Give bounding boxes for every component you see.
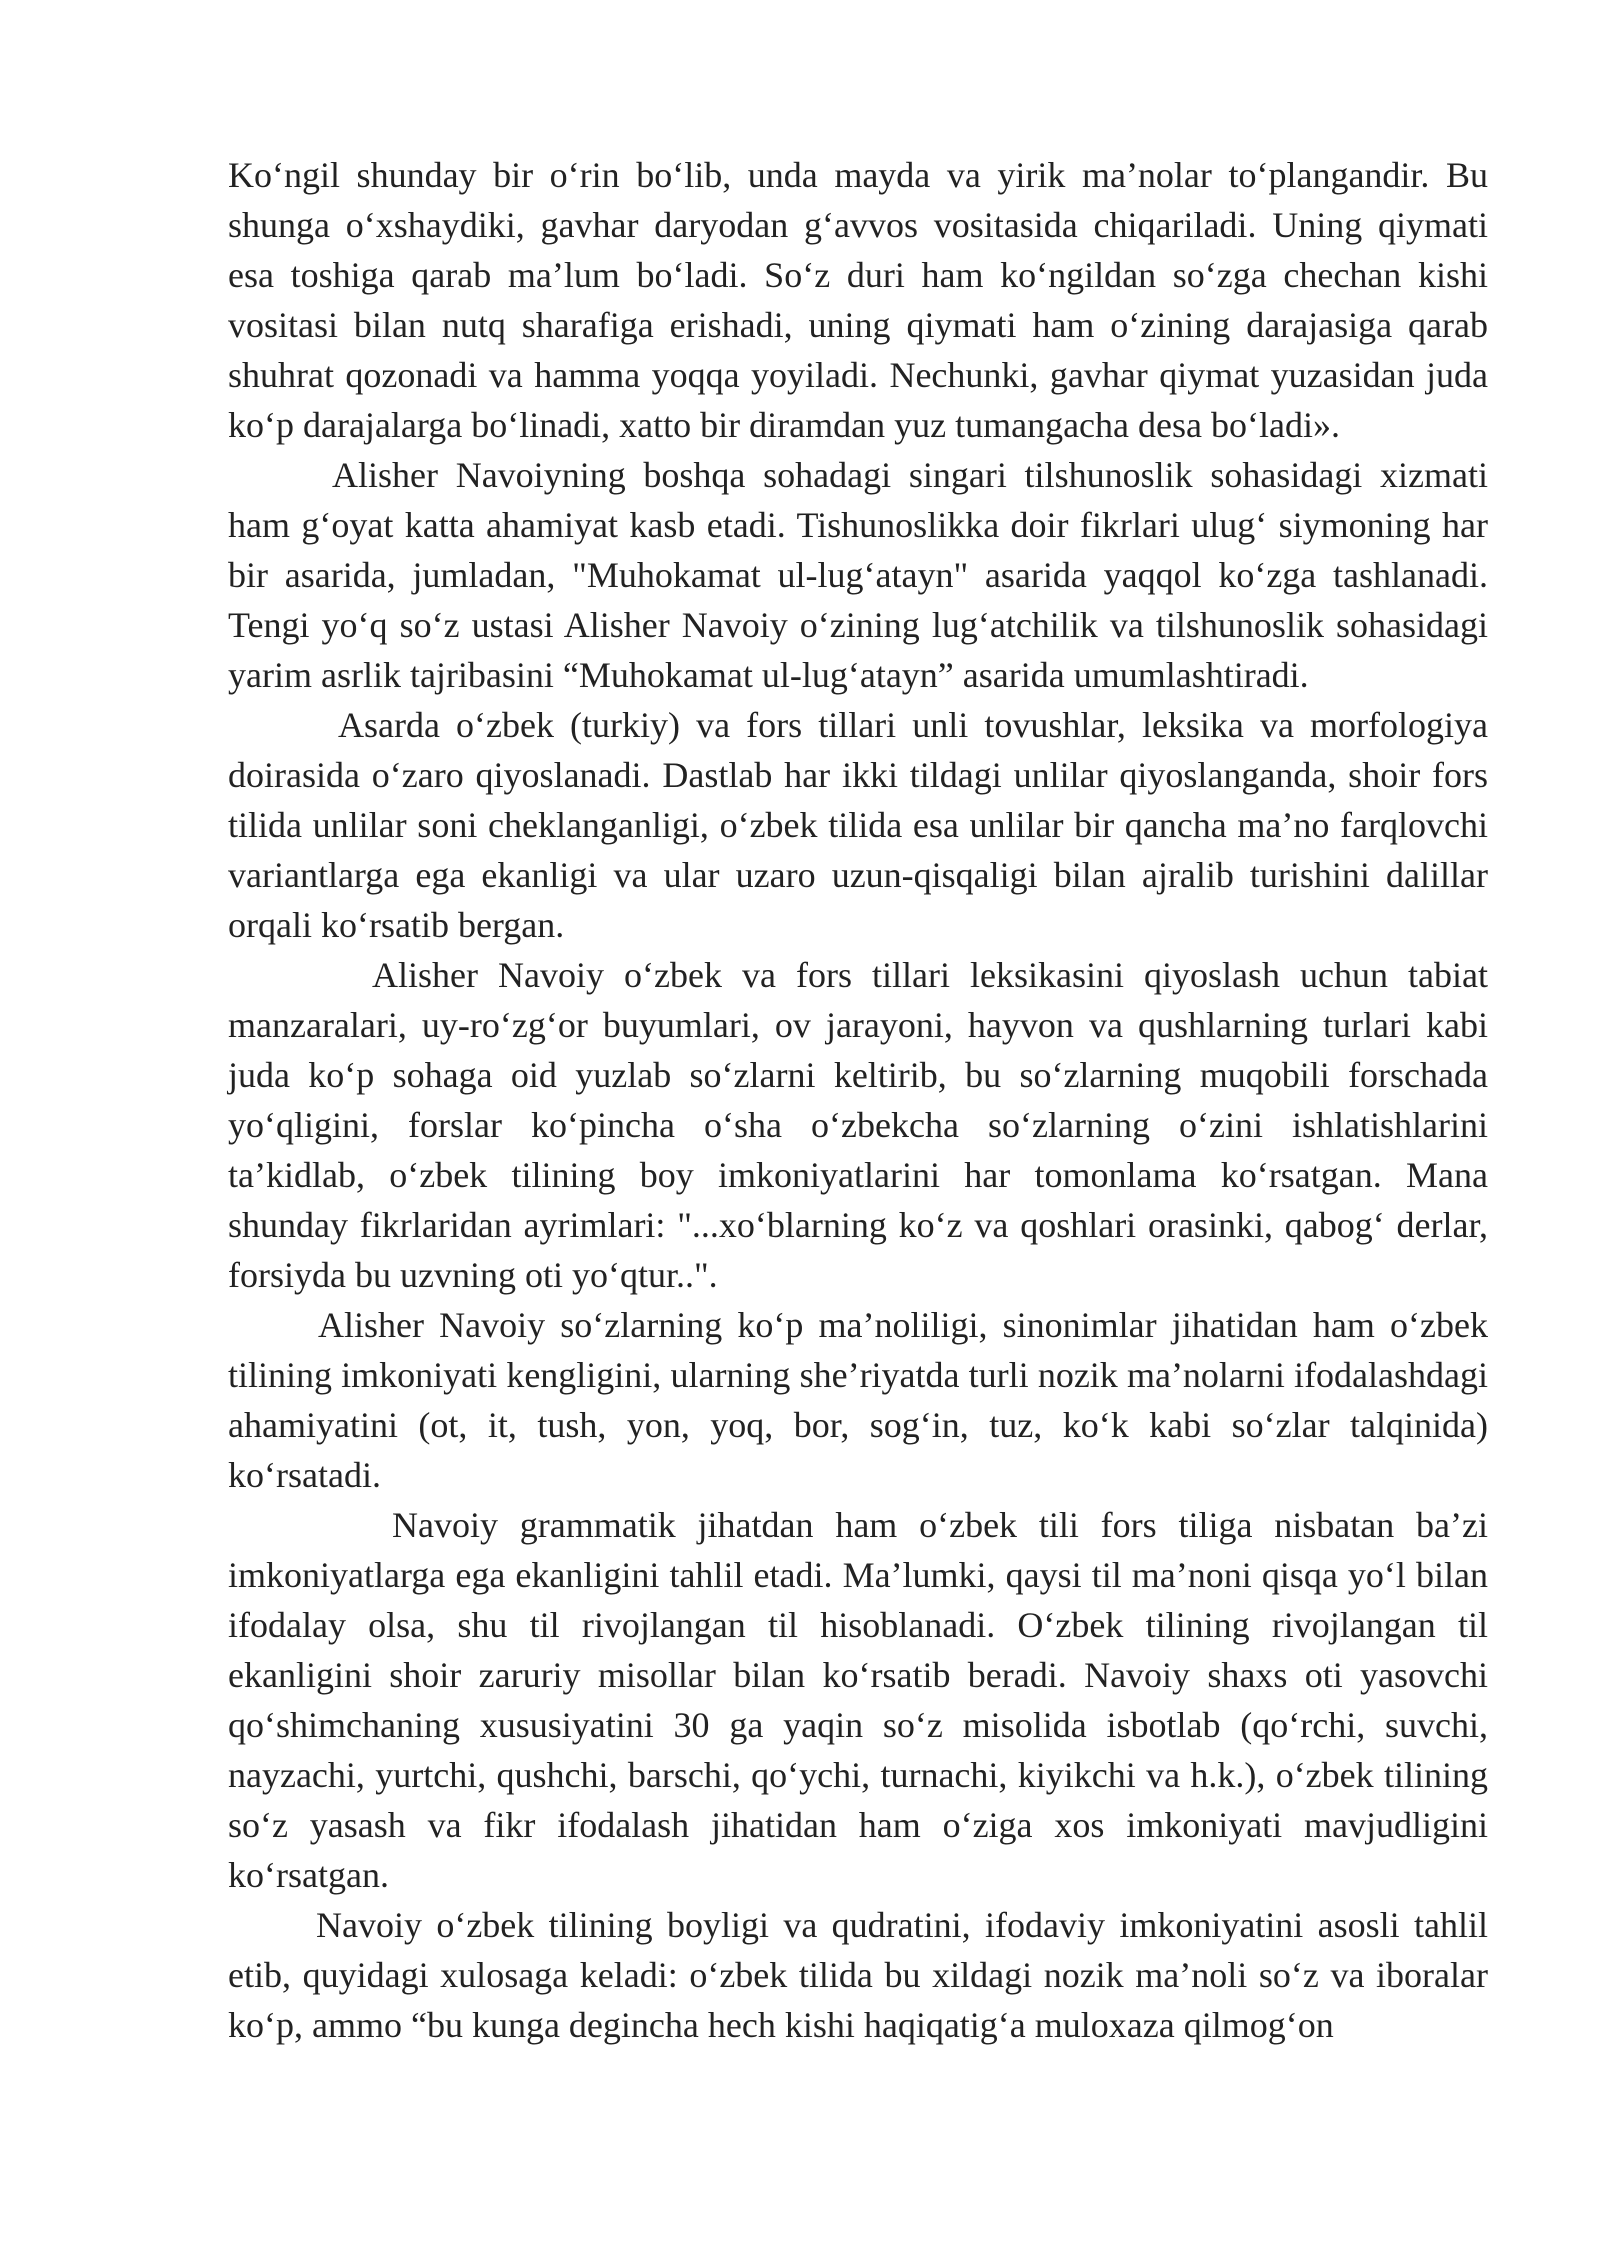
document-page (228, 150, 1488, 2050)
paragraph-3: Asarda o‘zbek (turkiy) va fors tillari unli tovushlar, leksika va morfologiya doirasida o‘zaro qiyoslanadi. Dastlab har ikki tildagi unlilar qiyoslanganda, shoir fors tilida unlilar soni cheklanganligi, o‘zbek tilida esa unlilar bir qancha ma’no farqlovchi variantlarga ega ekanligi va ular uzaro uzun-qisqaligi bilan ajralib turishini dalillar orqali ko‘rsatib bergan. (228, 705, 1488, 945)
paragraph-7: Navoiy o‘zbek tilining boyligi va qudratini, ifodaviy imkoniyatini asosli tahlil etib, quyidagi xulosaga keladi: o‘zbek tilida bu xildagi nozik ma’noli so‘z va iboralar ko‘p, ammo “bu kunga degincha hech kishi haqiqatig‘a muloxaza qilmog‘on (228, 1905, 1488, 2045)
paragraph-1: Ko‘ngil shunday bir o‘rin bo‘lib, unda mayda va yirik ma’nolar to‘plangandir. Bu shunga o‘xshaydiki, gavhar daryodan g‘avvos vositasida chiqariladi. Uning qiymati esa toshiga qarab ma’lum bo‘ladi. So‘z duri ham ko‘ngildan so‘zga chechan kishi vositasi bilan nutq sharafiga erishadi, uning qiymati ham o‘zining darajasiga qarab shuhrat qozonadi va hamma yoqqa yoyiladi. Nechunki, gavhar qiymat yuzasidan juda ko‘p darajalarga bo‘linadi, xatto bir diramdan yuz tumangacha desa bo‘ladi». (228, 155, 1488, 445)
paragraph-5: Alisher Navoiy so‘zlarning ko‘p ma’noliligi, sinonimlar jihatidan ham o‘zbek tilining imkoniyati kengligini, ularning she’riyatda turli nozik ma’nolarni ifodalashdagi ahamiyatini (ot, it, tush, yon, yoq, bor, sog‘in, tuz, ko‘k kabi so‘zlar talqinida) ko‘rsatadi. (228, 1305, 1488, 1495)
paragraph-6: Navoiy grammatik jihatdan ham o‘zbek tili fors tiliga nisbatan ba’zi imkoniyatlarga ega ekanligini tahlil etadi. Ma’lumki, qaysi til ma’noni qisqa yo‘l bilan ifodalay olsa, shu til rivojlangan til hisoblanadi. O‘zbek tilining rivojlangan til ekanligini shoir zaruriy misollar bilan ko‘rsatib beradi. Navoiy shaxs oti yasovchi qo‘shimchaning xususiyatini 30 ga yaqin so‘z misolida isbotlab (qo‘rchi, suvchi, nayzachi, yurtchi, qushchi, barschi, qo‘ychi, turnachi, kiyikchi va h.k.), o‘zbek tilining so‘z yasash va fikr ifodalash jihatidan ham o‘ziga xos imkoniyati mavjudligini ko‘rsatgan. (228, 1505, 1488, 1895)
paragraph-2: Alisher Navoiyning boshqa sohadagi singari tilshunoslik sohasidagi xizmati ham g‘oyat katta ahamiyat kasb etadi. Tishunoslikka doir fikrlari ulug‘ siymoning har bir asarida, jumladan, "Muhokamat ul-lug‘atayn" asarida yaqqol ko‘zga tashlanadi. Tengi yo‘q so‘z ustasi Alisher Navoiy o‘zining lug‘atchilik va tilshunoslik sohasidagi yarim asrlik tajribasini “Muhokamat ul-lug‘atayn” asarida umumlashtiradi. (228, 455, 1488, 695)
paragraph-4: Alisher Navoiy o‘zbek va fors tillari leksikasini qiyoslash uchun tabiat manzaralari, uy-ro‘zg‘or buyumlari, ov jarayoni, hayvon va qushlarning turlari kabi juda ko‘p sohaga oid yuzlab so‘zlarni keltirib, bu so‘zlarning muqobili forschada yo‘qligini, forslar ko‘pincha o‘sha o‘zbekcha so‘zlarning o‘zini ishlatishlarini ta’kidlab, o‘zbek tilining boy imkoniyatlarini har tomonlama ko‘rsatgan. Mana shunday fikrlaridan ayrimlari: "...xo‘blarning ko‘z va qoshlari orasinki, qabog‘ derlar, forsiyda bu uzvning oti yo‘qtur..". (228, 955, 1488, 1295)
